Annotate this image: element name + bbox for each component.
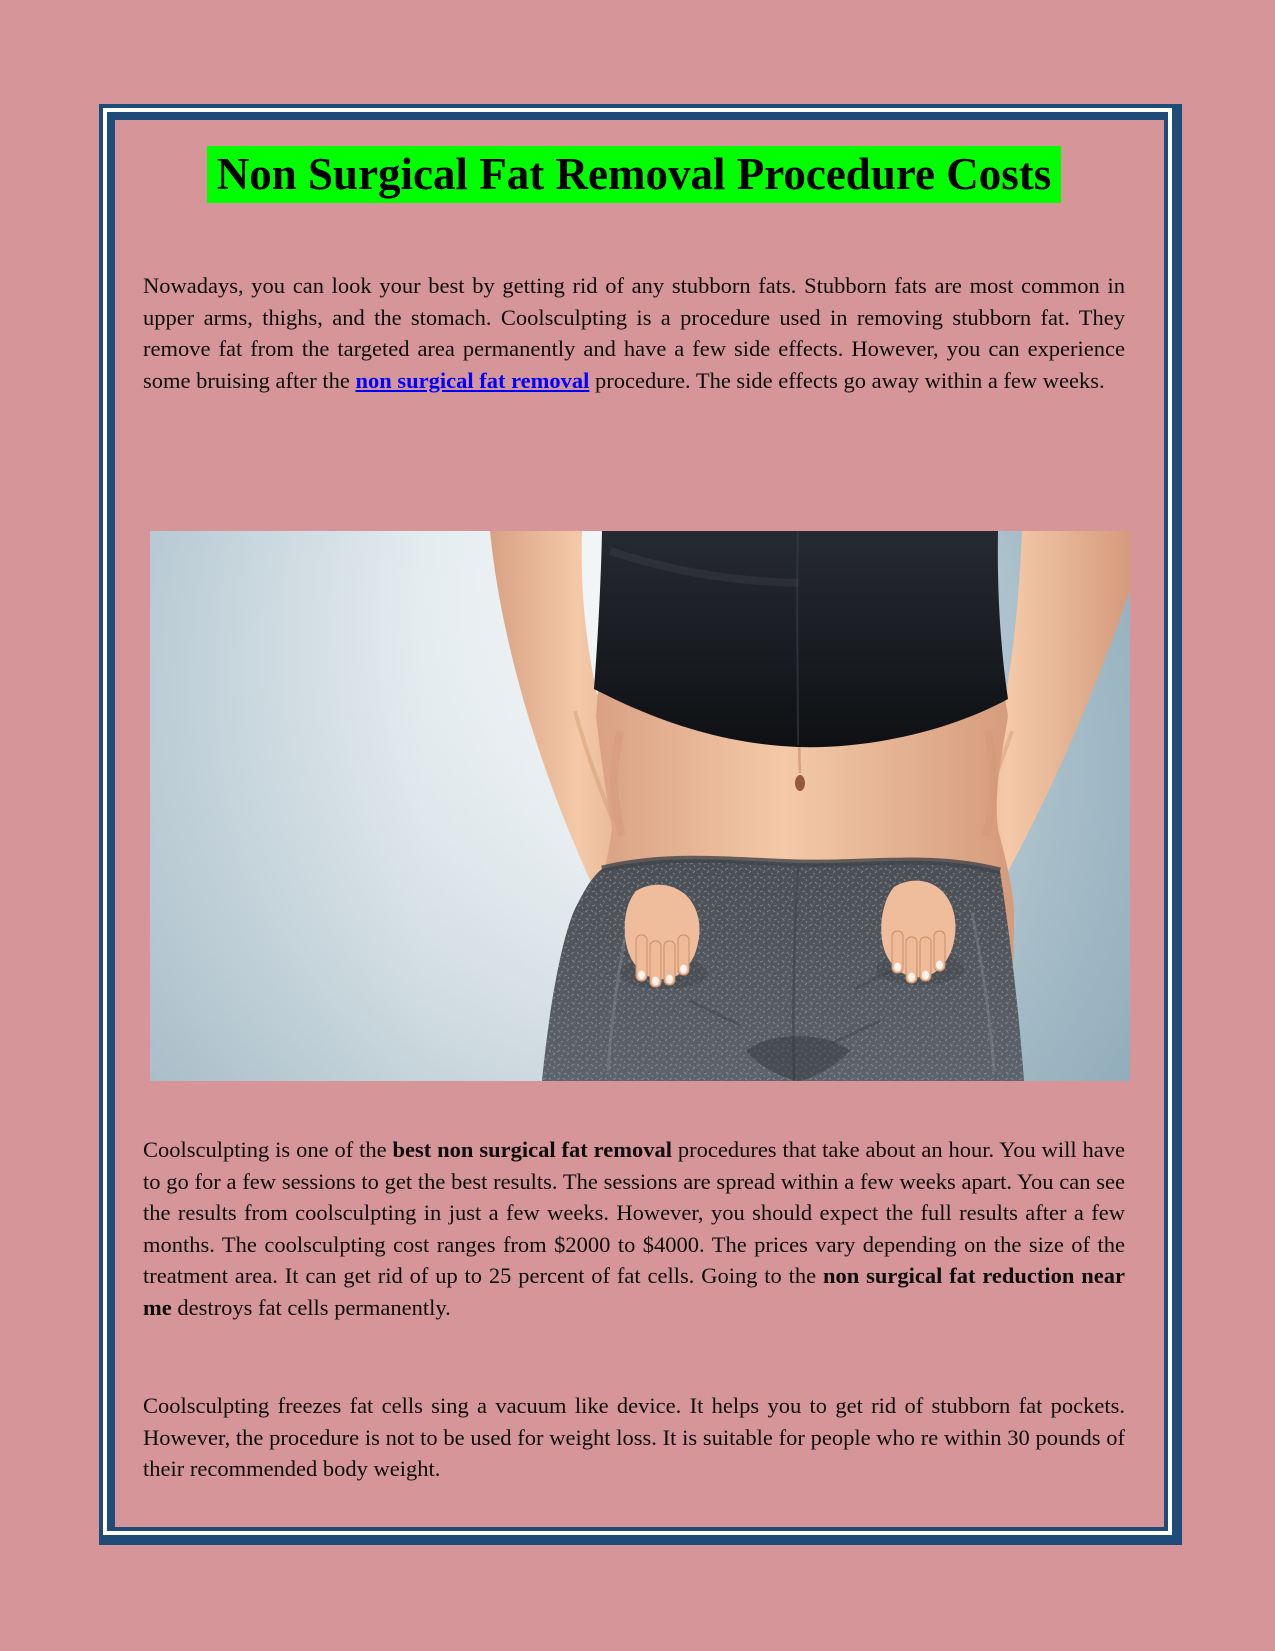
page-title-text: Non Surgical Fat Removal Procedure Costs — [207, 146, 1062, 203]
paragraph-costs — [143, 1134, 1125, 1323]
paragraph-costs-text-1: Coolsculpting is one of the — [143, 1137, 393, 1162]
fitness-torso-photo-svg — [150, 531, 1130, 1081]
paragraph-intro — [143, 270, 1125, 396]
fitness-torso-photo — [150, 531, 1130, 1081]
non-surgical-fat-removal-link[interactable]: non surgical fat removal — [355, 367, 590, 393]
paragraph-how-it-works: Coolsculpting freezes fat cells sing a vacuum like device. It helps you to get rid of stubborn fat pockets. However, the procedure is not to be used for weight loss. It is suitable for people who re within 30 pounds of their recommended body weight. — [143, 1393, 1125, 1481]
bold-keyword-non-surgical-fat-reduction-near-me: non surgical fat reduction near me — [143, 1263, 1125, 1320]
paragraph-costs-text-2: procedures that take about an hour. You will have to go for a few sessions to get the best results. The sessions are spread within a few weeks apart. You can see the results from coolsculpting in just a few weeks. However, you should expect the full results after a few months. The coolsculpting cost ranges from $2000 to $4000. The prices vary depending on the size of the treatment area. It can get rid of up to 25 percent of fat cells. Going to the — [143, 1137, 1125, 1288]
page-title — [143, 146, 1125, 203]
paragraph-intro-text-after-link: procedure. The side effects go away within a few weeks. — [589, 367, 1105, 393]
paragraph-intro-text-before-link: Nowadays, you can look your best by getting rid of any stubborn fats. Stubborn fats are most common in upper arms, thighs, and the stomach. Coolsculpting is a procedure used in removing stubborn fat. They remove fat from the targeted area permanently and have a few side effects. However, you can experience some bruising after the — [143, 273, 1125, 393]
paragraph-costs-text-3: destroys fat cells permanently. — [171, 1294, 451, 1320]
bold-keyword-best-non-surgical-fat-removal: best non surgical fat removal — [392, 1137, 672, 1162]
